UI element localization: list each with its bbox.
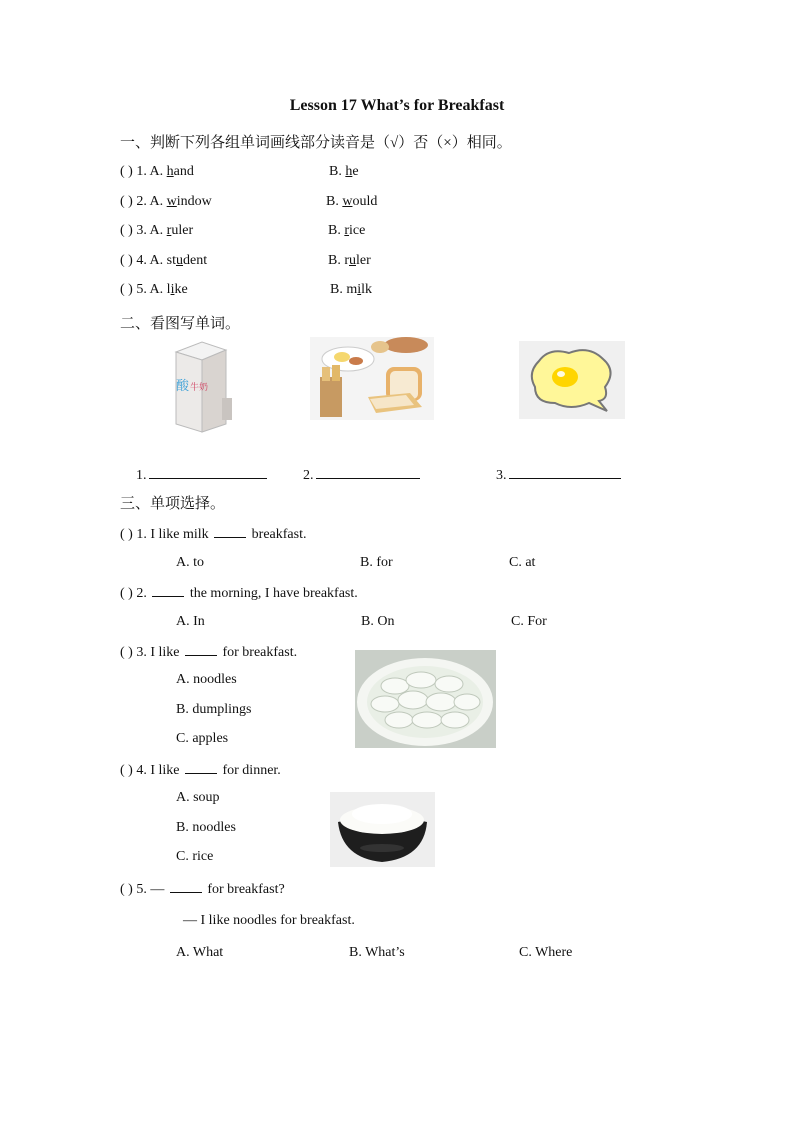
- s1-item-3-b: B. rice: [328, 223, 366, 238]
- answer-line-2[interactable]: 2.: [303, 464, 420, 484]
- underlined-letter: h: [345, 164, 353, 179]
- carton-label-1: 酸: [176, 379, 190, 394]
- q2-option-a[interactable]: A. In: [176, 614, 205, 629]
- q1-blank[interactable]: [214, 525, 246, 538]
- underlined-letter: w: [166, 194, 177, 209]
- q3-option-b[interactable]: B. dumplings: [176, 702, 252, 717]
- q3-option-c[interactable]: C. apples: [176, 731, 229, 746]
- q5-option-b[interactable]: B. What’s: [349, 945, 405, 960]
- q5-stem: ( ) 5. — for breakfast?: [120, 882, 285, 897]
- q5-reply: — I like noodles for breakfast.: [183, 913, 355, 928]
- rice-bowl-image: [330, 792, 435, 867]
- q1-option-a[interactable]: A. to: [176, 555, 204, 570]
- q3-stem: ( ) 3. I like for breakfast.: [120, 645, 298, 660]
- s1-item-4: ( ) 4. A. student: [120, 253, 208, 268]
- s1-item-2: ( ) 2. A. window: [120, 194, 212, 209]
- underlined-letter: u: [349, 253, 356, 268]
- lesson-title: Lesson 17 What’s for Breakfast: [289, 97, 505, 114]
- answer-line-1[interactable]: 1.: [136, 464, 267, 484]
- s1-item-2-b: B. would: [326, 194, 378, 209]
- section1-heading: 一、判断下列各组单词画线部分读音是（√）否（×）相同。: [120, 135, 512, 151]
- dumplings-image: [355, 650, 496, 748]
- s1-item-4-b: B. ruler: [328, 253, 371, 268]
- underlined-letter: r: [344, 223, 350, 238]
- section2-heading: 二、看图写单词。: [120, 316, 241, 332]
- q5-blank[interactable]: [170, 880, 202, 893]
- section3-heading: 三、单项选择。: [120, 496, 226, 512]
- underlined-letter: i: [170, 282, 175, 297]
- s1-item-1: ( ) 1. A. hand: [120, 164, 194, 179]
- underlined-letter: h: [166, 164, 174, 179]
- q5-option-a[interactable]: A. What: [176, 945, 224, 960]
- q4-option-c[interactable]: C. rice: [176, 849, 214, 864]
- q2-stem: ( ) 2. the morning, I have breakfast.: [120, 586, 358, 601]
- carton-label-2: 牛奶: [190, 383, 209, 393]
- milk-carton-image: [168, 338, 234, 434]
- breakfast-foods-image: [310, 337, 434, 420]
- answer-line-3[interactable]: 3.: [496, 464, 621, 484]
- s1-item-1-b: B. he: [329, 164, 359, 179]
- q2-blank[interactable]: [152, 584, 184, 597]
- q2-option-b[interactable]: B. On: [361, 614, 395, 629]
- q5-option-c[interactable]: C. Where: [519, 945, 573, 960]
- q4-option-a[interactable]: A. soup: [176, 790, 220, 805]
- q4-stem: ( ) 4. I like for dinner.: [120, 763, 281, 778]
- q4-option-b[interactable]: B. noodles: [176, 820, 236, 835]
- q1-option-b[interactable]: B. for: [360, 555, 393, 570]
- s1-item-3: ( ) 3. A. ruler: [120, 223, 194, 238]
- s1-item-5-b: B. milk: [330, 282, 373, 297]
- q1-stem: ( ) 1. I like milk breakfast.: [120, 527, 307, 542]
- underlined-letter: w: [342, 194, 353, 209]
- q2-option-c[interactable]: C. For: [511, 614, 547, 629]
- q3-blank[interactable]: [185, 643, 217, 656]
- q4-blank[interactable]: [185, 761, 217, 774]
- s1-item-5: ( ) 5. A. like: [120, 282, 188, 297]
- underlined-letter: r: [166, 223, 172, 238]
- q3-option-a[interactable]: A. noodles: [176, 672, 237, 687]
- underlined-letter: u: [176, 253, 184, 268]
- q1-option-c[interactable]: C. at: [509, 555, 536, 570]
- egg-image: [519, 341, 625, 419]
- underlined-letter: i: [357, 282, 362, 297]
